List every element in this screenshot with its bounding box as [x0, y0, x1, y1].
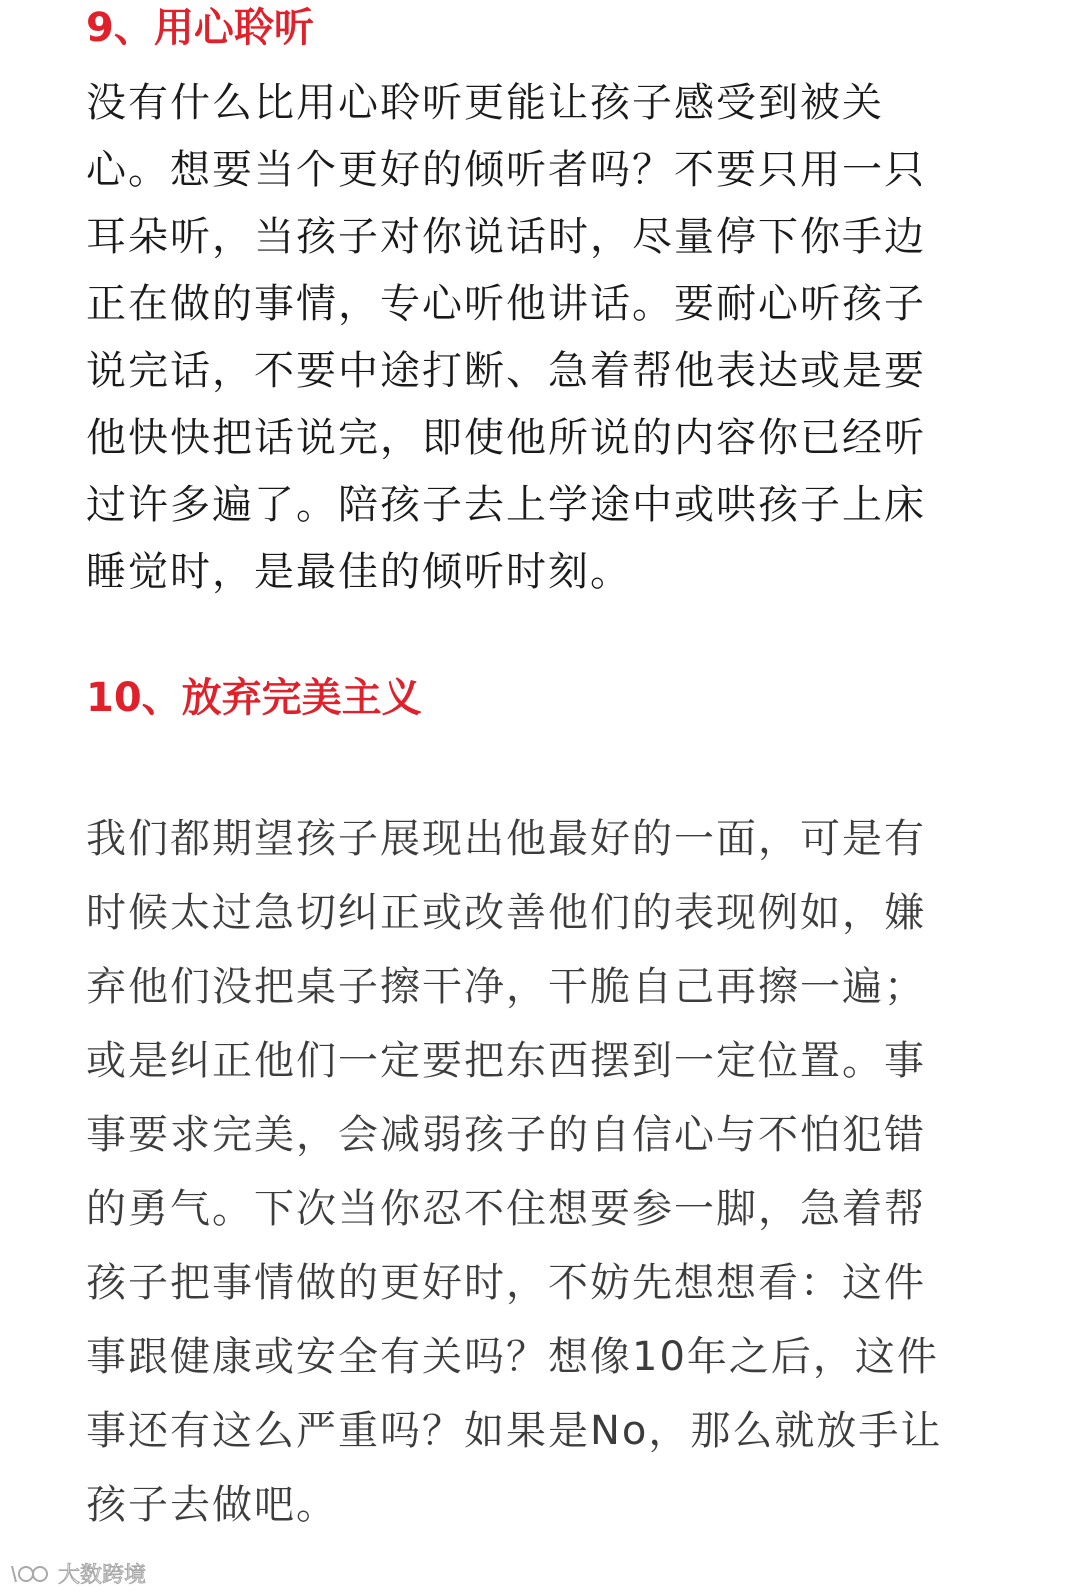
watermark [8, 1558, 146, 1589]
paragraph-line: 耳朵听，当孩子对你说话时，尽量停下你手边 [86, 214, 926, 260]
section-10-paragraph [86, 802, 986, 1542]
paragraph-line: 睡觉时，是最佳的倾听时刻。 [86, 549, 632, 595]
paragraph-line: 我们都期望孩子展现出他最好的一面，可是有 [86, 816, 926, 862]
paragraph-line: 孩子去做吧。 [86, 1482, 338, 1528]
paragraph-line: 心。想要当个更好的倾听者吗？不要只用一只 [86, 147, 926, 193]
section-10-heading: 10、放弃完美主义 [86, 675, 422, 721]
paragraph-line: 说完话，不要中途打断、急着帮他表达或是要 [86, 348, 926, 394]
paragraph-line: 时候太过急切纠正或改善他们的表现例如，嫌 [86, 890, 926, 936]
section-9-paragraph [86, 70, 986, 606]
paragraph-line: 事跟健康或安全有关吗？想像10年之后，这件 [86, 1334, 939, 1380]
watermark-logo-icon [8, 1562, 52, 1586]
paragraph-line: 事还有这么严重吗？如果是No，那么就放手让 [86, 1408, 943, 1454]
watermark-text: 大数跨境 [58, 1563, 147, 1588]
paragraph-line: 或是纠正他们一定要把东西摆到一定位置。事 [86, 1038, 926, 1084]
section-9-heading: 9、用心聆听 [86, 5, 314, 51]
paragraph-line: 事要求完美，会减弱孩子的自信心与不怕犯错 [86, 1112, 926, 1158]
paragraph-line: 孩子把事情做的更好时，不妨先想想看：这件 [86, 1260, 926, 1306]
paragraph-line: 过许多遍了。陪孩子去上学途中或哄孩子上床 [86, 482, 926, 528]
paragraph-line: 没有什么比用心聆听更能让孩子感受到被关 [86, 80, 884, 126]
paragraph-line: 弃他们没把桌子擦干净，干脆自己再擦一遍； [86, 964, 926, 1010]
paragraph-line: 他快快把话说完，即使他所说的内容你已经听 [86, 415, 926, 461]
paragraph-line: 的勇气。下次当你忍不住想要参一脚，急着帮 [86, 1186, 926, 1232]
paragraph-line: 正在做的事情，专心听他讲话。要耐心听孩子 [86, 281, 926, 327]
